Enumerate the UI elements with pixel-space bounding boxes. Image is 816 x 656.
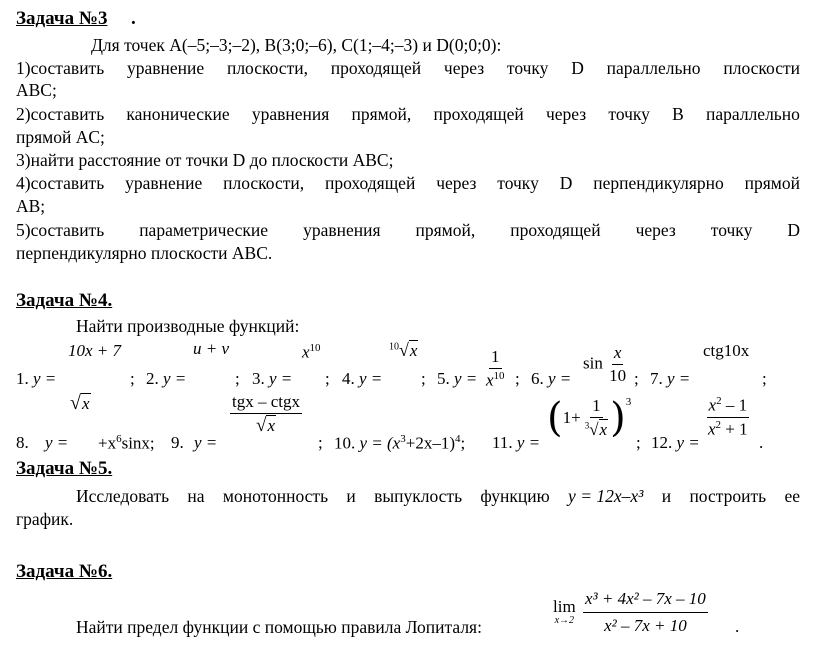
formula-number: 6. bbox=[531, 369, 544, 388]
word: 4)составить bbox=[16, 173, 105, 193]
task5-line2: график. bbox=[16, 509, 74, 529]
formula-1 bbox=[16, 369, 56, 389]
word: проходящей bbox=[433, 104, 524, 124]
formula-2-numerator: u + v bbox=[193, 339, 230, 358]
word: через bbox=[436, 173, 477, 193]
formula-number: 2. bbox=[146, 369, 159, 388]
word: плоскости bbox=[723, 58, 800, 78]
numerator: 1 bbox=[489, 347, 502, 369]
word: и bbox=[661, 486, 672, 506]
word: канонические bbox=[126, 104, 230, 124]
formula-7 bbox=[650, 369, 690, 389]
term: 1+ bbox=[562, 408, 581, 427]
formula-6-end: ; bbox=[634, 369, 639, 388]
word: D bbox=[571, 58, 584, 78]
formula-4-end: ; bbox=[421, 369, 426, 388]
word: 1)составить bbox=[16, 58, 105, 78]
task5-line1 bbox=[76, 486, 800, 507]
word: прямой bbox=[744, 173, 800, 193]
word: уравнения bbox=[251, 104, 330, 124]
formula-lhs: y = bbox=[548, 369, 572, 388]
radicand: x bbox=[267, 416, 275, 435]
formula-12-fraction bbox=[706, 395, 750, 439]
formula-number: 10. bbox=[334, 433, 356, 453]
formula-1-numerator: 10x + 7 bbox=[68, 341, 122, 360]
formula-lhs: y = bbox=[45, 433, 69, 452]
formula-5 bbox=[437, 369, 477, 389]
formula-number: 1. bbox=[16, 369, 29, 388]
word: проходящей bbox=[510, 220, 601, 240]
formula-7-numerator: ctg10x bbox=[703, 341, 750, 360]
exponent: 10 bbox=[309, 342, 321, 354]
formula-lhs: y = bbox=[269, 369, 293, 388]
base: x bbox=[708, 419, 716, 439]
lim-label: lim bbox=[553, 597, 576, 616]
formula-9-end: ; bbox=[318, 433, 323, 452]
word: B bbox=[672, 104, 684, 124]
word: 5)составить bbox=[16, 220, 105, 240]
denominator: x² – 7x + 10 bbox=[604, 616, 687, 635]
task3-item5-line2: перпендикулярно плоскости ABC. bbox=[16, 243, 273, 263]
task3-item5-line1 bbox=[16, 220, 800, 241]
formula-number: 9. bbox=[171, 433, 184, 452]
formula-2-end: ; bbox=[235, 369, 240, 388]
word: точку bbox=[506, 58, 549, 78]
right-paren: ) bbox=[610, 395, 626, 441]
formula-3-numerator bbox=[302, 342, 321, 363]
word: и bbox=[346, 486, 356, 506]
formula-lhs: y = bbox=[454, 369, 478, 388]
task3-item2-line2: прямой AC; bbox=[16, 127, 105, 147]
formula-number: 3. bbox=[252, 369, 265, 388]
task3-item1-line1 bbox=[16, 58, 800, 79]
formula-lhs: y = bbox=[667, 369, 691, 388]
exponent: 3 bbox=[400, 433, 406, 445]
formula-2 bbox=[146, 369, 186, 389]
formula-number: 5. bbox=[437, 369, 450, 388]
root-index: 10 bbox=[389, 341, 399, 353]
term: – 1 bbox=[721, 395, 748, 415]
word: перпендикулярно bbox=[593, 173, 724, 193]
word: параллельно bbox=[606, 58, 701, 78]
function-formula: y = 12x–x³ bbox=[568, 486, 644, 506]
formula-8-tail bbox=[98, 433, 155, 454]
exponent: 3 bbox=[625, 396, 632, 408]
task3-title-dot: . bbox=[131, 8, 136, 29]
word: проходящей bbox=[330, 58, 422, 78]
task3-item4-line1 bbox=[16, 173, 800, 194]
term: + 1 bbox=[721, 419, 748, 439]
sqrt-icon: √ bbox=[589, 420, 599, 439]
numerator: x bbox=[612, 343, 624, 365]
formula-5-end: ; bbox=[515, 369, 520, 388]
term: +x bbox=[98, 433, 117, 453]
formula-1-denominator bbox=[70, 392, 91, 415]
word: проходящей bbox=[325, 173, 416, 193]
formula-4 bbox=[342, 369, 382, 389]
word: уравнение bbox=[126, 58, 205, 78]
formula-4-root bbox=[389, 340, 418, 361]
limit-fraction bbox=[583, 589, 708, 636]
root-index: 3 bbox=[584, 420, 590, 431]
formula-lhs: y = bbox=[163, 369, 187, 388]
left-paren: ( bbox=[547, 395, 563, 441]
formula-7-end: ; bbox=[762, 369, 767, 388]
exponent: 6 bbox=[116, 433, 122, 445]
formula-number: 8. bbox=[16, 433, 29, 452]
limit-end: . bbox=[735, 617, 740, 636]
numerator: x³ + 4x² – 7x – 10 bbox=[583, 589, 708, 613]
task3-intro: Для точек A(–5;–3;–2), B(3;0;–6), C(1;–4;–3) и D(0;0;0): bbox=[91, 35, 502, 55]
formula-number: 4. bbox=[342, 369, 355, 388]
word: построить bbox=[689, 486, 767, 506]
formula-3-end: ; bbox=[325, 369, 330, 388]
word: уравнения bbox=[303, 220, 381, 240]
formula-9-fraction bbox=[230, 392, 302, 437]
formula-lhs: y = bbox=[516, 433, 541, 452]
word: плоскости, bbox=[223, 173, 305, 193]
term: +2x–1) bbox=[405, 433, 455, 453]
formula-3 bbox=[252, 369, 292, 389]
exponent: 2 bbox=[715, 418, 722, 431]
formula-number: 7. bbox=[650, 369, 663, 388]
word: D bbox=[559, 173, 573, 193]
word: 2)составить bbox=[16, 104, 105, 124]
formula-11 bbox=[492, 433, 540, 453]
word: уравнение bbox=[125, 173, 203, 193]
task4-title: Задача №4. bbox=[16, 290, 113, 311]
radicand: x bbox=[409, 341, 418, 360]
formula-6-expr bbox=[583, 343, 628, 386]
radicand: x bbox=[81, 394, 90, 413]
formula-lhs: y = bbox=[194, 433, 218, 452]
formula-number: 11. bbox=[492, 433, 513, 452]
formula-5-fraction bbox=[484, 347, 507, 391]
word: Исследовать bbox=[76, 486, 170, 506]
word: ее bbox=[784, 486, 800, 506]
radicand: x bbox=[599, 420, 608, 439]
word: плоскости, bbox=[226, 58, 308, 78]
task3-item4-line2: AB; bbox=[16, 196, 46, 216]
task6-text: Найти предел функции с помощью правила Лопиталя: bbox=[76, 617, 482, 637]
word: точку bbox=[710, 220, 753, 240]
formula-9 bbox=[171, 433, 217, 453]
formula-number: 12. bbox=[651, 433, 673, 452]
word: на bbox=[187, 486, 205, 506]
numerator: 1 bbox=[590, 396, 603, 418]
word: через bbox=[635, 220, 676, 240]
formula-11-end: ; bbox=[636, 433, 641, 452]
formula-6 bbox=[531, 369, 571, 389]
formula-1-end: ; bbox=[130, 369, 135, 388]
limit-operator bbox=[553, 598, 576, 626]
formula-10 bbox=[334, 433, 465, 454]
word: через bbox=[443, 58, 485, 78]
denominator: 10 bbox=[609, 366, 627, 385]
formula-lhs: y = bbox=[359, 369, 383, 388]
task3-item1-line2: ABC; bbox=[16, 80, 57, 100]
exponent: 2 bbox=[716, 395, 722, 407]
term: y = (x bbox=[359, 433, 401, 453]
task3-item3: 3)найти расстояние от точки D до плоскости ABC; bbox=[16, 150, 394, 170]
word: D bbox=[787, 220, 800, 240]
word: прямой, bbox=[415, 220, 476, 240]
formula-end: ; bbox=[460, 433, 466, 453]
formula-12 bbox=[651, 433, 700, 453]
numerator: tgx – ctgx bbox=[230, 392, 302, 414]
function-name: sin bbox=[583, 353, 603, 373]
base: x bbox=[302, 342, 310, 362]
word: точку bbox=[497, 173, 539, 193]
exponent: 10 bbox=[493, 370, 505, 382]
task6-title: Задача №6. bbox=[16, 561, 113, 582]
word: через bbox=[545, 104, 587, 124]
word: параллельно bbox=[706, 104, 800, 124]
formula-lhs: y = bbox=[676, 433, 700, 452]
word: точку bbox=[608, 104, 650, 124]
formula-11-expr bbox=[547, 396, 631, 440]
formula-12-end: . bbox=[759, 433, 764, 452]
word: функцию bbox=[480, 486, 550, 506]
formula-8 bbox=[16, 433, 68, 453]
formula-lhs: y = bbox=[33, 369, 57, 388]
sqrt-icon: √ bbox=[70, 392, 81, 414]
lim-subscript: x→2 bbox=[554, 614, 575, 626]
word: прямой, bbox=[351, 104, 412, 124]
task3-item2-line1 bbox=[16, 104, 800, 125]
exponent: 4 bbox=[454, 433, 461, 445]
term: sinx; bbox=[121, 433, 155, 453]
base: x bbox=[708, 395, 717, 415]
task4-intro: Найти производные функций: bbox=[76, 316, 300, 336]
task3-title-text: Задача №3 bbox=[16, 8, 108, 29]
sqrt-icon: √ bbox=[256, 415, 267, 436]
task3-title bbox=[16, 8, 107, 30]
base: x bbox=[486, 370, 494, 390]
word: выпуклость bbox=[374, 486, 463, 506]
task5-title: Задача №5. bbox=[16, 458, 113, 479]
sqrt-icon: √ bbox=[399, 340, 409, 360]
word: параметрические bbox=[139, 220, 269, 240]
word: монотонность bbox=[222, 486, 329, 506]
